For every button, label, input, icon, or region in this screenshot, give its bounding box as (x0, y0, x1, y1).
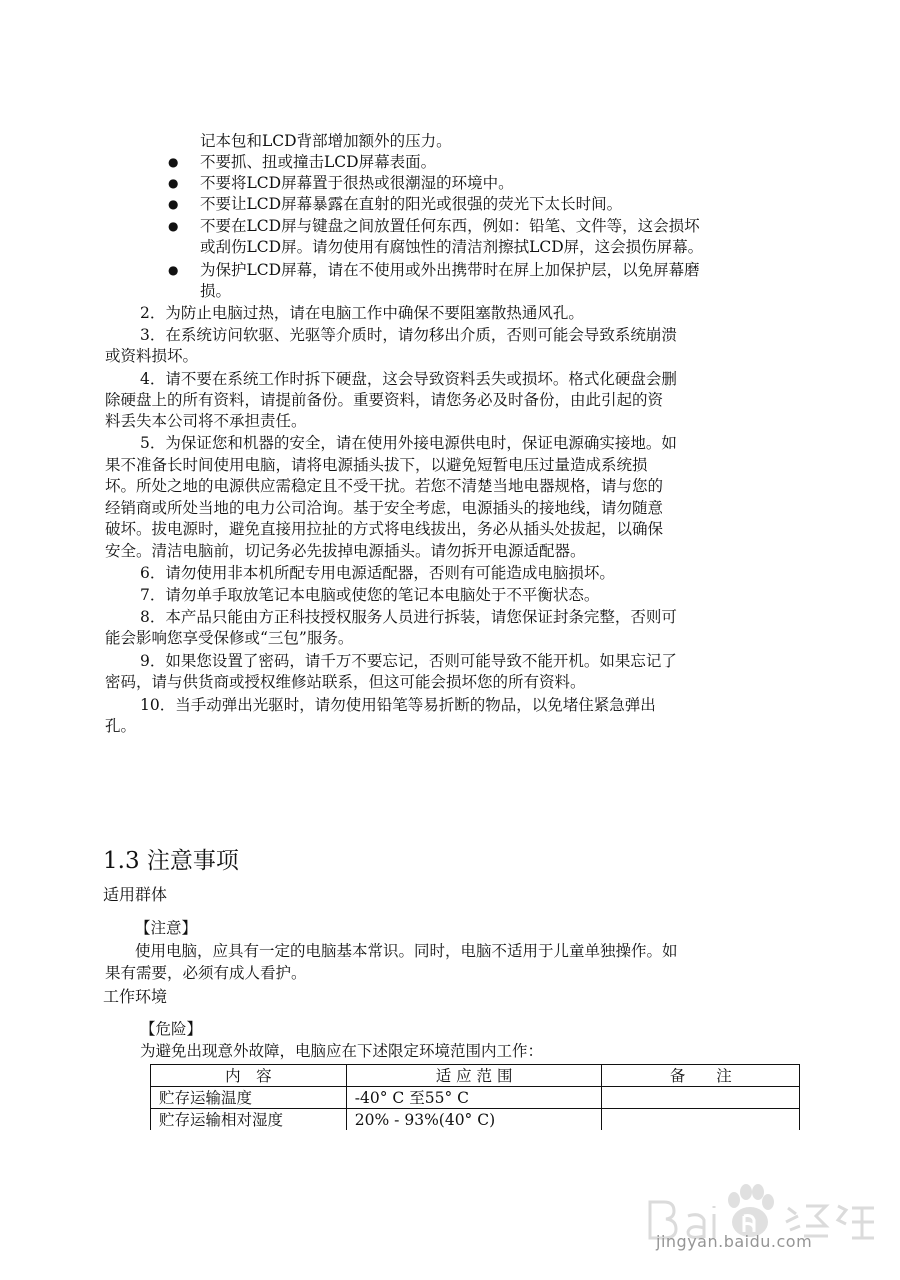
table-cell: 20% - 93%(40° C) (346, 1109, 602, 1131)
bullet-dot: ● (168, 263, 179, 277)
danger-label: 【危险】 (140, 1020, 203, 1038)
bullet-item-continued: 或刮伤LCD屏。请勿使用有腐蚀性的清洁剂擦拭LCD屏，这会损伤屏幕。 (200, 238, 704, 256)
paragraph-line: 10．当手动弹出光驱时，请勿使用铅笔等易折断的物品，以免堵住紧急弹出 (140, 696, 656, 714)
table-row (151, 1087, 800, 1109)
watermark-logo (640, 1150, 880, 1270)
table-cell (602, 1109, 800, 1131)
notice-label: 【注意】 (135, 919, 198, 937)
watermark-url: jingyan.baidu.com (656, 1232, 813, 1251)
table-cell: 贮存运输相对湿度 (151, 1109, 347, 1131)
paragraph-line: 经销商或所处当地的电力公司洽询。基于安全考虑，电源插头的接地线，请勿随意 (105, 499, 664, 517)
table-header-cell: 内 容 (151, 1065, 347, 1087)
env-title: 工作环境 (103, 987, 168, 1006)
bullet-dot: ● (168, 219, 179, 233)
paragraph-line: 6．请勿使用非本机所配专用电源适配器，否则有可能造成电脑损坏。 (140, 564, 615, 582)
bullet-item-continued: 损。 (200, 282, 232, 300)
paragraph-line: 4．请不要在系统工作时拆下硬盘，这会导致资料丢失或损坏。格式化硬盘会删 (140, 370, 677, 388)
paw-icon (728, 1184, 774, 1237)
paragraph-line: 5．为保证您和机器的安全，请在使用外接电源供电时，保证电源确实接地。如 (140, 434, 677, 452)
bullet-item: 不要让LCD屏幕暴露在直射的阳光或很强的荧光下太长时间。 (200, 195, 623, 213)
table-cell: 贮存运输温度 (151, 1087, 347, 1109)
bullet-dot: ● (168, 176, 179, 190)
paragraph-line: 安全。清洁电脑前，切记务必先拔掉电源插头。请勿拆开电源适配器。 (105, 542, 586, 560)
paragraph-line: 破坏。拔电源时，避免直接用拉扯的方式将电线拔出，务必从插头处拔起，以确保 (105, 520, 664, 538)
bullet-item: 不要将LCD屏幕置于很热或很潮湿的环境中。 (200, 174, 514, 192)
paragraph-line: 坏。所处之地的电源供应需稳定且不受干扰。若您不清楚当地电器规格，请与您的 (105, 477, 664, 495)
paragraph-line: 9．如果您设置了密码，请千万不要忘记，否则可能导致不能开机。如果忘记了 (140, 652, 677, 670)
group-title: 适用群体 (103, 885, 168, 904)
bullet-dot: ● (168, 197, 179, 211)
bullet-item: 为保护LCD屏幕，请在不使用或外出携带时在屏上加保护层，以免屏幕磨 (200, 261, 700, 279)
notice-line: 果有需要，必须有成人看护。 (105, 964, 307, 982)
env-intro: 为避免出现意外故障，电脑应在下述限定环境范围内工作： (140, 1042, 544, 1060)
paragraph-line: 除硬盘上的所有资料，请提前备份。重要资料，请您务必及时备份，由此引起的资 (105, 391, 664, 409)
paragraph-line: 8．本产品只能由方正科技授权服务人员进行拆装，请您保证封条完整，否则可 (140, 608, 677, 626)
bullet-item: 不要抓、扭或撞击LCD屏幕表面。 (200, 153, 437, 171)
notice-line: 使用电脑，应具有一定的电脑基本常识。同时，电脑不适用于儿童单独操作。如 (135, 942, 678, 960)
continuation-line: 记本包和LCD背部增加额外的压力。 (200, 132, 452, 150)
table-header-row (151, 1065, 800, 1087)
paragraph-line: 能会影响您享受保修或“三包”服务。 (105, 629, 354, 647)
paragraph-line: 2．为防止电脑过热，请在电脑工作中确保不要阻塞散热通风孔。 (140, 304, 584, 322)
table-row (151, 1109, 800, 1131)
paragraph-line: 料丢失本公司将不承担责任。 (105, 412, 307, 430)
paragraph-line: 孔。 (105, 717, 137, 735)
table-header-cell: 备 注 (602, 1065, 800, 1087)
paragraph-line: 果不准备长时间使用电脑，请将电源插头拔下，以避免短暂电压过量造成系统损 (105, 456, 648, 474)
table-cell (602, 1087, 800, 1109)
table-header-cell: 适 应 范 围 (346, 1065, 602, 1087)
paragraph-line: 或资料损坏。 (105, 347, 199, 365)
paragraph-line: 3．在系统访问软驱、光驱等介质时，请勿移出介质，否则可能会导致系统崩溃 (140, 326, 677, 344)
paragraph-line: 7．请勿单手取放笔记本电脑或使您的笔记本电脑处于不平衡状态。 (140, 586, 600, 604)
bullet-dot: ● (168, 155, 179, 169)
bullet-item: 不要在LCD屏与键盘之间放置任何东西，例如：铅笔、文件等，这会损坏 (200, 217, 700, 235)
paragraph-line: 密码，请与供货商或授权维修站联系，但这可能会损坏您的所有资料。 (105, 673, 586, 691)
environment-table (150, 1064, 800, 1130)
table-cell: -40° C 至55° C (346, 1087, 602, 1109)
section-heading: 1.3 注意事项 (103, 848, 239, 874)
